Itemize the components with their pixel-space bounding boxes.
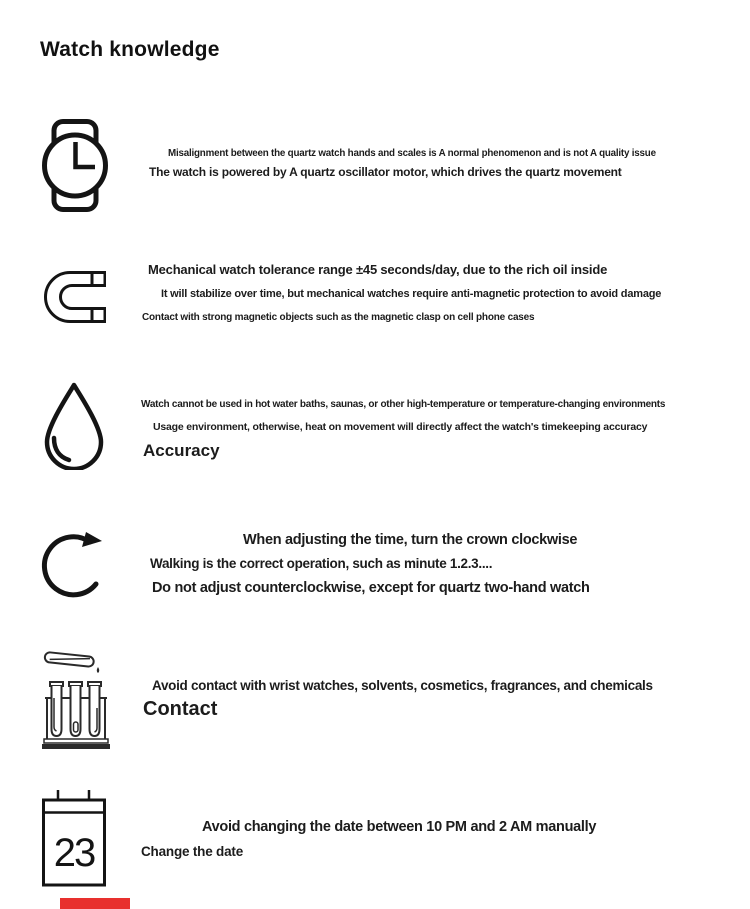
tolerance-note: Mechanical watch tolerance range ±45 seconds/day, due to the rich oil inside	[148, 262, 608, 277]
magnet-icon	[44, 271, 106, 328]
quartz-power-note: The watch is powered by A quartz oscillator motor, which drives the quartz movement	[149, 165, 622, 179]
turn-crown-note: When adjusting the time, turn the crown clockwise	[243, 532, 578, 548]
calendar-date: 23	[53, 831, 95, 875]
accuracy-label: Accuracy	[143, 441, 220, 460]
avoid-chemicals-note: Avoid contact with wrist watches, solvents, cosmetics, fragrances, and chemicals	[152, 678, 653, 693]
wristwatch-icon	[42, 119, 108, 217]
quartz-misalignment-note: Misalignment between the quartz watch hands and scales is A normal phenomenon and is not A quality issue	[168, 148, 656, 159]
calendar-icon	[42, 790, 106, 892]
magnetic-contact-note: Contact with strong magnetic objects such as the magnetic clasp on cell phone cases	[142, 312, 535, 323]
usage-environment-note: Usage environment, otherwise, heat on movement will directly affect the watch's timekeeping accuracy	[153, 421, 648, 433]
contact-label: Contact	[143, 698, 218, 720]
test-tubes-icon	[42, 646, 110, 755]
avoid-date-change-note: Avoid changing the date between 10 PM and 2 AM manually	[202, 819, 597, 835]
anti-magnetic-note: It will stabilize over time, but mechanical watches require anti-magnetic protection to avoid damage	[161, 288, 662, 300]
water-drop-icon	[42, 382, 106, 475]
hot-water-note: Watch cannot be used in hot water baths, saunas, or other high-temperature or temperature-changing environments	[141, 399, 666, 410]
page-title: Watch knowledge	[40, 38, 220, 61]
walking-operation-note: Walking is the correct operation, such as minute 1.2.3....	[150, 556, 493, 571]
change-date-label: Change the date	[141, 844, 244, 859]
red-banner	[60, 898, 130, 909]
counterclockwise-warning: Do not adjust counterclockwise, except for quartz two-hand watch	[152, 580, 590, 596]
clockwise-rotation-icon	[38, 531, 108, 606]
